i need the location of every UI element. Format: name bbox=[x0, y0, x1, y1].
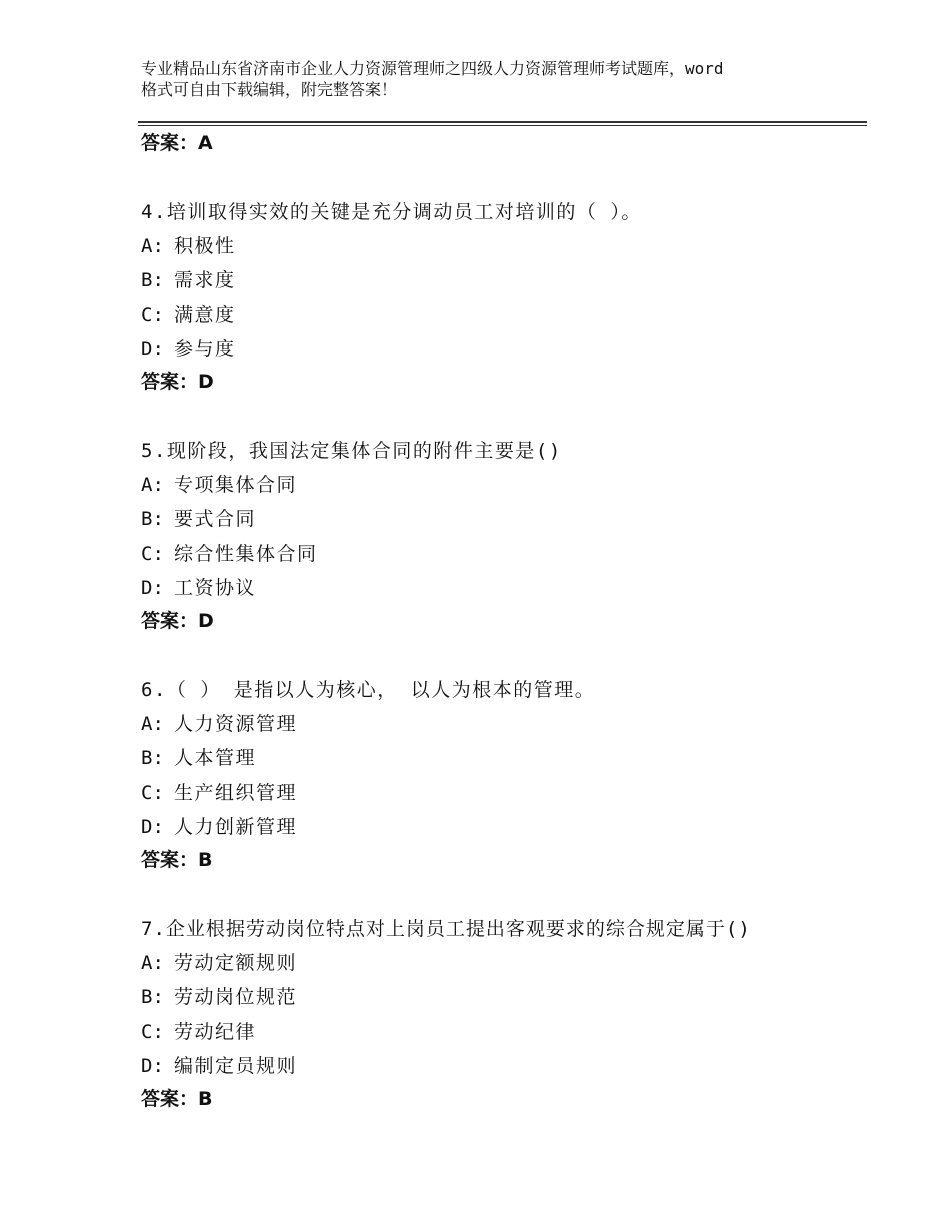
option-text: 要式合同 bbox=[174, 508, 257, 531]
option-label: C: bbox=[141, 1020, 164, 1043]
option-text: 人力创新管理 bbox=[174, 815, 298, 838]
document-header bbox=[141, 58, 841, 100]
option-c bbox=[141, 1020, 861, 1054]
question-block bbox=[141, 678, 861, 849]
option-label: A: bbox=[141, 474, 164, 497]
option-text: 需求度 bbox=[174, 269, 236, 292]
question-block bbox=[141, 439, 861, 610]
option-label: C: bbox=[141, 303, 164, 326]
option-label: A: bbox=[141, 713, 164, 736]
question-text: 4.培训取得实效的关键是充分调动员工对培训的（ ）。 bbox=[141, 201, 642, 223]
option-label: B: bbox=[141, 747, 164, 770]
answer-line: 答案：A bbox=[141, 132, 213, 154]
option-label: B: bbox=[141, 508, 164, 531]
option-c bbox=[141, 303, 861, 337]
option-text: 工资协议 bbox=[174, 576, 257, 599]
option-label: B: bbox=[141, 269, 164, 292]
option-c bbox=[141, 542, 861, 576]
option-b bbox=[141, 746, 861, 780]
option-a bbox=[141, 234, 861, 268]
answer-line: 答案：D bbox=[141, 610, 214, 632]
option-c bbox=[141, 781, 861, 815]
answer-line: 答案：D bbox=[141, 371, 214, 393]
option-text: 综合性集体合同 bbox=[174, 542, 318, 565]
option-label: D: bbox=[141, 337, 164, 360]
header-divider bbox=[138, 121, 867, 126]
header-line-1: 专业精品山东省济南市企业人力资源管理师之四级人力资源管理师考试题库，word bbox=[141, 59, 724, 78]
option-text: 劳动岗位规范 bbox=[174, 986, 298, 1009]
option-label: D: bbox=[141, 1054, 164, 1077]
option-text: 人本管理 bbox=[174, 747, 257, 770]
question-block bbox=[141, 917, 861, 1088]
option-label: C: bbox=[141, 781, 164, 804]
option-label: D: bbox=[141, 576, 164, 599]
option-text: 劳动定额规则 bbox=[174, 952, 298, 975]
option-text: 劳动纪律 bbox=[174, 1020, 257, 1043]
option-a bbox=[141, 473, 861, 507]
option-d bbox=[141, 815, 861, 849]
option-a bbox=[141, 951, 861, 985]
option-text: 积极性 bbox=[174, 235, 236, 258]
option-text: 参与度 bbox=[174, 337, 236, 360]
option-text: 编制定员规则 bbox=[174, 1054, 298, 1077]
option-d bbox=[141, 1054, 861, 1088]
option-label: A: bbox=[141, 952, 164, 975]
question-block bbox=[141, 200, 861, 371]
option-label: C: bbox=[141, 542, 164, 565]
option-d bbox=[141, 337, 861, 371]
option-text: 满意度 bbox=[174, 303, 236, 326]
answer-line: 答案：B bbox=[141, 849, 213, 871]
option-text: 专项集体合同 bbox=[174, 474, 298, 497]
question-text: 7.企业根据劳动岗位特点对上岗员工提出客观要求的综合规定属于() bbox=[141, 918, 751, 940]
option-a bbox=[141, 712, 861, 746]
option-label: A: bbox=[141, 235, 164, 258]
option-text: 生产组织管理 bbox=[174, 781, 298, 804]
question-text: 6.（ ） 是指以人为核心， 以人为根本的管理。 bbox=[141, 679, 596, 701]
answer-line: 答案：B bbox=[141, 1088, 213, 1110]
header-line-2: 格式可自由下载编辑，附完整答案！ bbox=[141, 80, 398, 99]
option-b bbox=[141, 268, 861, 302]
option-d bbox=[141, 576, 861, 610]
option-label: B: bbox=[141, 986, 164, 1009]
option-b bbox=[141, 985, 861, 1019]
option-b bbox=[141, 507, 861, 541]
option-text: 人力资源管理 bbox=[174, 713, 298, 736]
question-text: 5.现阶段，我国法定集体合同的附件主要是() bbox=[141, 440, 562, 462]
option-label: D: bbox=[141, 815, 164, 838]
